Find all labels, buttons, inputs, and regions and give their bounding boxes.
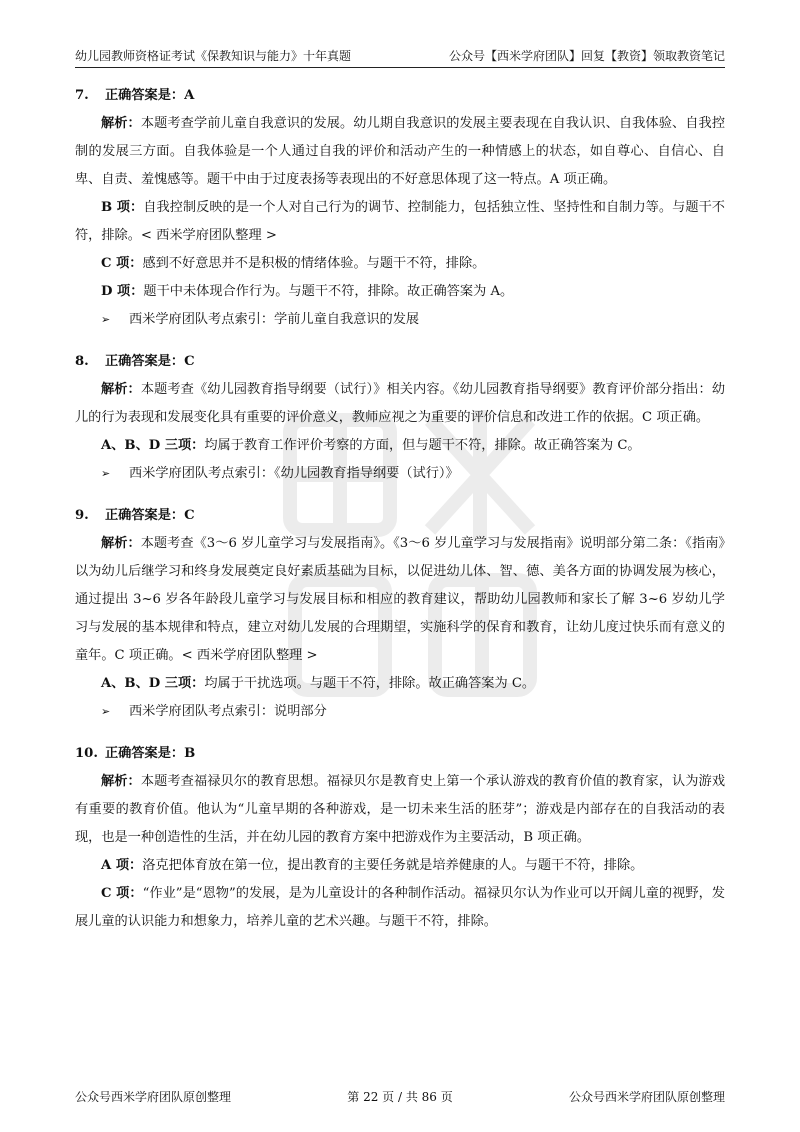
footer-left-credit: 公众号西米学府团队原创整理 — [75, 1090, 232, 1104]
question-10-answer — [75, 740, 725, 768]
question-7-answer — [75, 82, 725, 110]
answer-label: 正确答案是：A — [105, 88, 195, 103]
explanation-paragraph: 解析：本题考查《幼儿园教育指导纲要（试行）》相关内容。《幼儿园教育指导纲要》教育评价部分指出：幼儿的行为表现和发展变化具有重要的评价意义，教师应视之为重要的评价信息和改进工作的依据。C 项正确。 — [75, 382, 726, 425]
page-header — [75, 40, 725, 68]
arrowhead-bullet-icon: ➢ — [101, 467, 111, 480]
question-number: 7. — [75, 88, 89, 103]
explanation-paragraph: 解析：本题考查学前儿童自我意识的发展。幼儿期自我意识的发展主要表现在自我认识、自我体验、自我控制的发展三方面。自我体验是一个人通过自我的评价和活动产生的一种情感上的状态，如自尊心、自信心、自卑、自责、羞愧感等。题干中由于过度表扬等表现出的不好意思体现了这一特点。A 项正确。 — [75, 116, 726, 187]
question-number: 8. — [75, 354, 89, 369]
answer-label: 正确答案是：B — [105, 746, 196, 761]
answer-label: 正确答案是：C — [105, 354, 195, 369]
footer-right-credit: 公众号西米学府团队原创整理 — [568, 1090, 725, 1104]
explanation-paragraph: 解析：本题考查《3～6 岁儿童学习与发展指南》。《3～6 岁儿童学习与发展指南》说明部分第二条：《指南》以为幼儿后继学习和终身发展奠定良好素质基础为目标，以促进幼儿体、智、德、美各方面的协调发展为核心，通过提出 3~6 岁各年龄段儿童学习与发展目标和相应的教育建议，帮助幼儿园教师和家长了解 3~6 岁幼儿学习与发展的基本规律和特点，建立对幼儿发展的合理期望，实施科学的保育和教育，让幼儿度过快乐而有意义的童年。C 项正确。< 西米学府团队整理 > — [75, 536, 726, 663]
arrowhead-bullet-icon: ➢ — [101, 705, 111, 718]
arrowhead-bullet-icon: ➢ — [101, 313, 111, 326]
question-number: 10. — [75, 746, 98, 761]
page-number: 第 22 页 / 共 86 页 — [347, 1090, 453, 1104]
option-c-paragraph: C 项：感到不好意思并不是积极的情绪体验。与题干不符，排除。 — [101, 256, 486, 271]
knowledge-point-index: ➢ 西米学府团队考点索引：《幼儿园教育指导纲要（试行）》 — [75, 460, 725, 488]
option-d-paragraph: D 项：题干中未体现合作行为。与题干不符，排除。故正确答案为 A。 — [101, 284, 514, 299]
options-abd-paragraph: A、B、D 三项：均属于干扰选项。与题干不符，排除。故正确答案为 C。 — [101, 676, 536, 691]
answer-content — [75, 78, 725, 936]
question-8-answer — [75, 348, 725, 376]
header-left-title: 幼儿园教师资格证考试《保教知识与能力》十年真题 — [75, 49, 352, 63]
knowledge-point-index: ➢ 西米学府团队考点索引：说明部分 — [75, 698, 725, 726]
option-b-paragraph: B 项：自我控制反映的是一个人对自己行为的调节、控制能力，包括独立性、坚持性和自制力等。与题干不符，排除。< 西米学府团队整理 > — [75, 200, 725, 243]
header-right-notice: 公众号【西米学府团队】回复【教资】领取教资笔记 — [448, 49, 725, 63]
option-c-paragraph: C 项：“作业”是“恩物”的发展，是为儿童设计的各种制作活动。福禄贝尔认为作业可以开阔儿童的视野，发展儿童的认识能力和想象力，培养儿童的艺术兴趣。与题干不符，排除。 — [75, 886, 725, 929]
question-number: 9. — [75, 508, 89, 523]
options-abd-paragraph: A、B、D 三项：均属于教育工作评价考察的方面，但与题干不符，排除。故正确答案为 C。 — [101, 438, 641, 453]
explanation-paragraph: 解析：本题考查福禄贝尔的教育思想。福禄贝尔是教育史上第一个承认游戏的教育价值的教育家，认为游戏有重要的教育价值。他认为“儿童早期的各种游戏，是一切未来生活的胚芽”；游戏是内部存在的自我活动的表现，也是一种创造性的生活，并在幼儿园的教育方案中把游戏作为主要活动，B 项正确。 — [75, 774, 726, 845]
knowledge-point-index: ➢ 西米学府团队考点索引：学前儿童自我意识的发展 — [75, 306, 725, 334]
option-a-paragraph: A 项：洛克把体育放在第一位，提出教育的主要任务就是培养健康的人。与题干不符，排除。 — [101, 858, 644, 873]
question-9-answer — [75, 502, 725, 530]
page-footer — [75, 1088, 725, 1105]
answer-label: 正确答案是：C — [105, 508, 195, 523]
